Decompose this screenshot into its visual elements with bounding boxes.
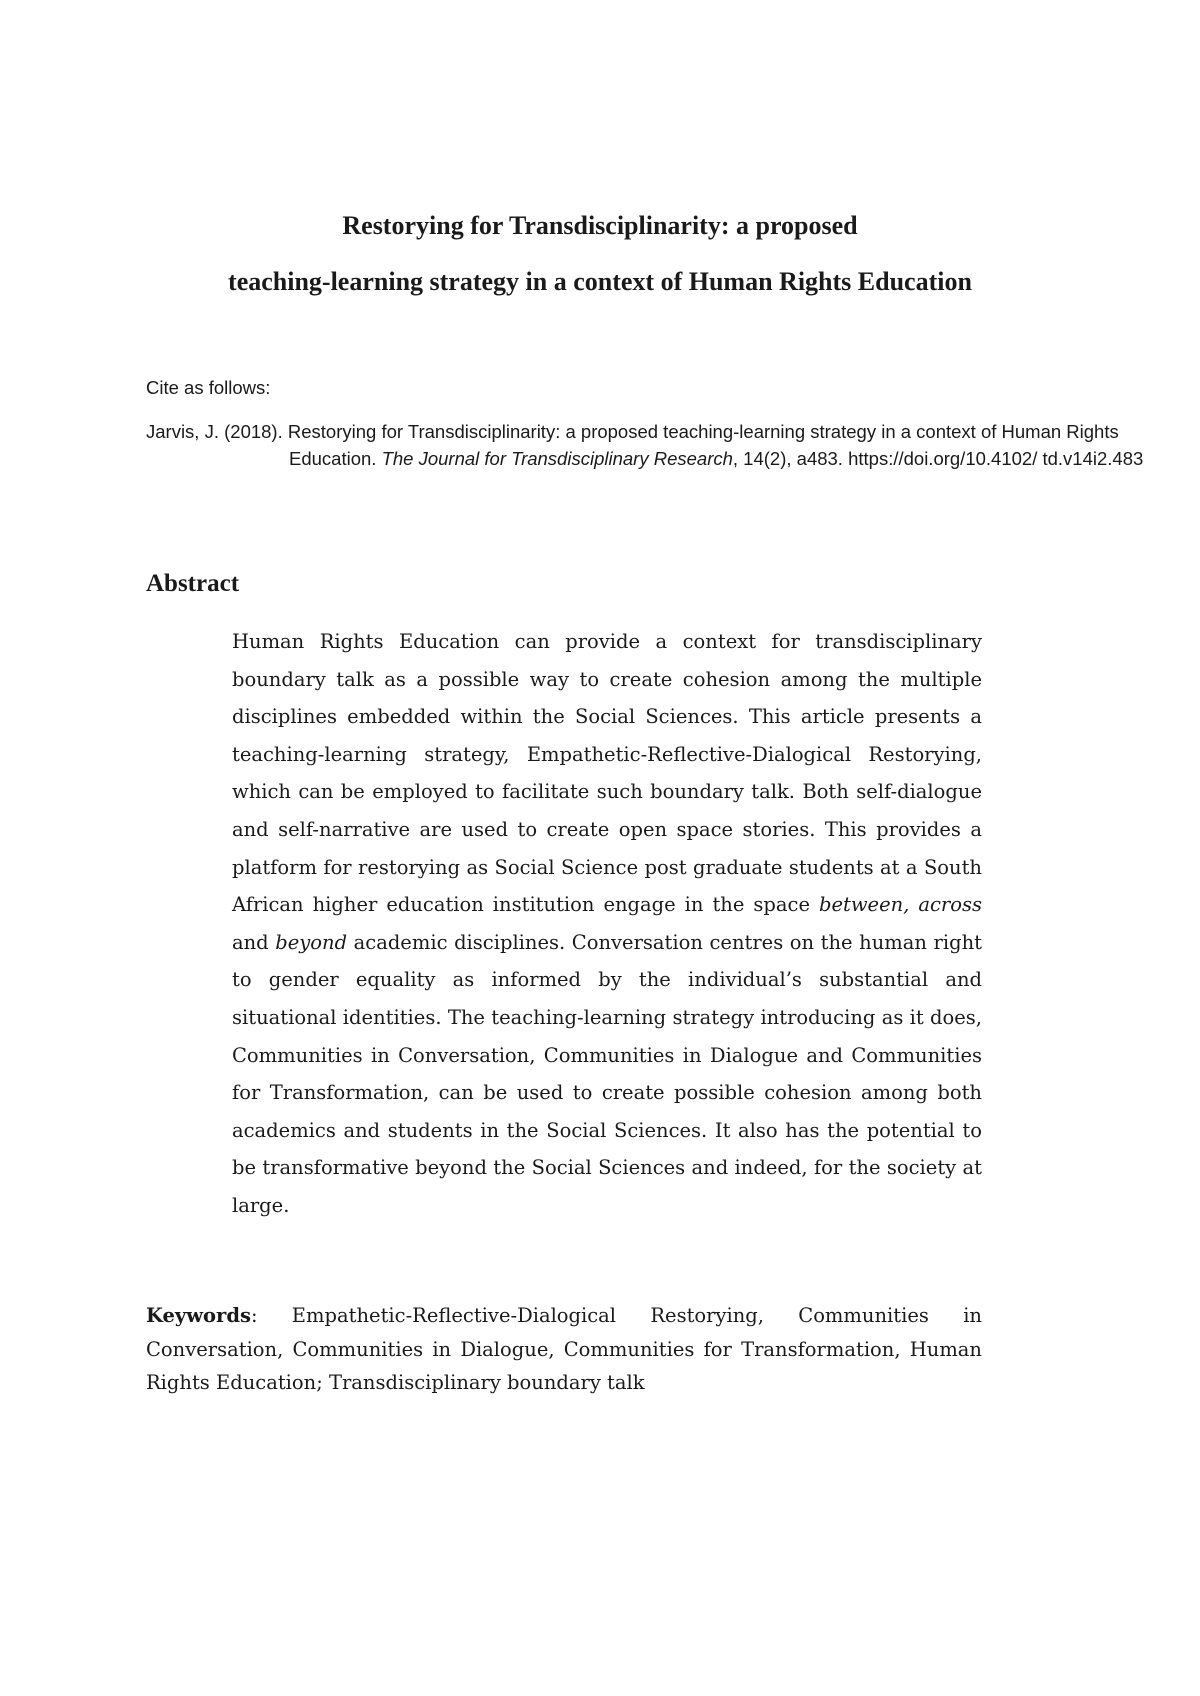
keywords-label: Keywords xyxy=(146,1304,251,1327)
title-line-2: teaching-learning strategy in a context of Human Rights Education xyxy=(228,267,972,296)
citation-journal-2: Research xyxy=(653,448,733,469)
abstract-emphasis-2: beyond xyxy=(275,930,348,954)
keywords-paragraph xyxy=(146,1299,982,1400)
cite-label: Cite as follows: xyxy=(146,377,271,398)
citation-journal-1: The Journal for Transdisciplinary xyxy=(381,448,649,469)
citation-text-1: Jarvis, J. (2018). Restorying for Transdisciplinarity: a proposed teaching-learning strategy in a context of Human Rights Education. xyxy=(146,421,1119,469)
abstract-heading: Abstract xyxy=(146,570,240,597)
abstract-text-3: academic disciplines. Conversation centres on the human right to gender equality as informed by the individual’s substantial and situational identities. The teaching-learning strategy introducing as it does, Communities in Conversation, Communities in Dialogue and Communities for Transformation, can be used to create possible cohesion among both academics and students in the Social Sciences. It also has the potential to be transformative beyond the Social Sciences and indeed, for the society at large. xyxy=(232,930,982,1217)
paper-title xyxy=(120,198,1080,310)
abstract-body xyxy=(232,623,982,1225)
title-line-1: Restorying for Transdisciplinarity: a proposed xyxy=(342,211,858,240)
citation-reference xyxy=(146,418,1200,472)
citation-text-2: , 14(2), a483. https://doi.org/10.4102/ td.v14i2.483 xyxy=(732,448,1144,469)
abstract-text-1: Human Rights Education can provide a context for transdisciplinary boundary talk as a possible way to create cohesion among the multiple disciplines embedded within the Social Sciences. This article presents a teaching-learning strategy, Empathetic-Reflective-Dialogical Restorying, which can be employed to facilitate such boundary talk. Both self-dialogue and self-narrative are used to create open space stories. This provides a platform for restorying as Social Science post graduate students at a South African higher education institution engage in the space xyxy=(232,630,982,917)
abstract-text-2: and xyxy=(232,930,276,954)
abstract-emphasis-1: between, across xyxy=(818,893,982,917)
keywords-text: : Empathetic-Reflective-Dialogical Restorying, Communities in Conversation, Communities in Dialogue, Communities for Transformation, Human Rights Education; Transdisciplinary boundary talk xyxy=(146,1304,982,1394)
